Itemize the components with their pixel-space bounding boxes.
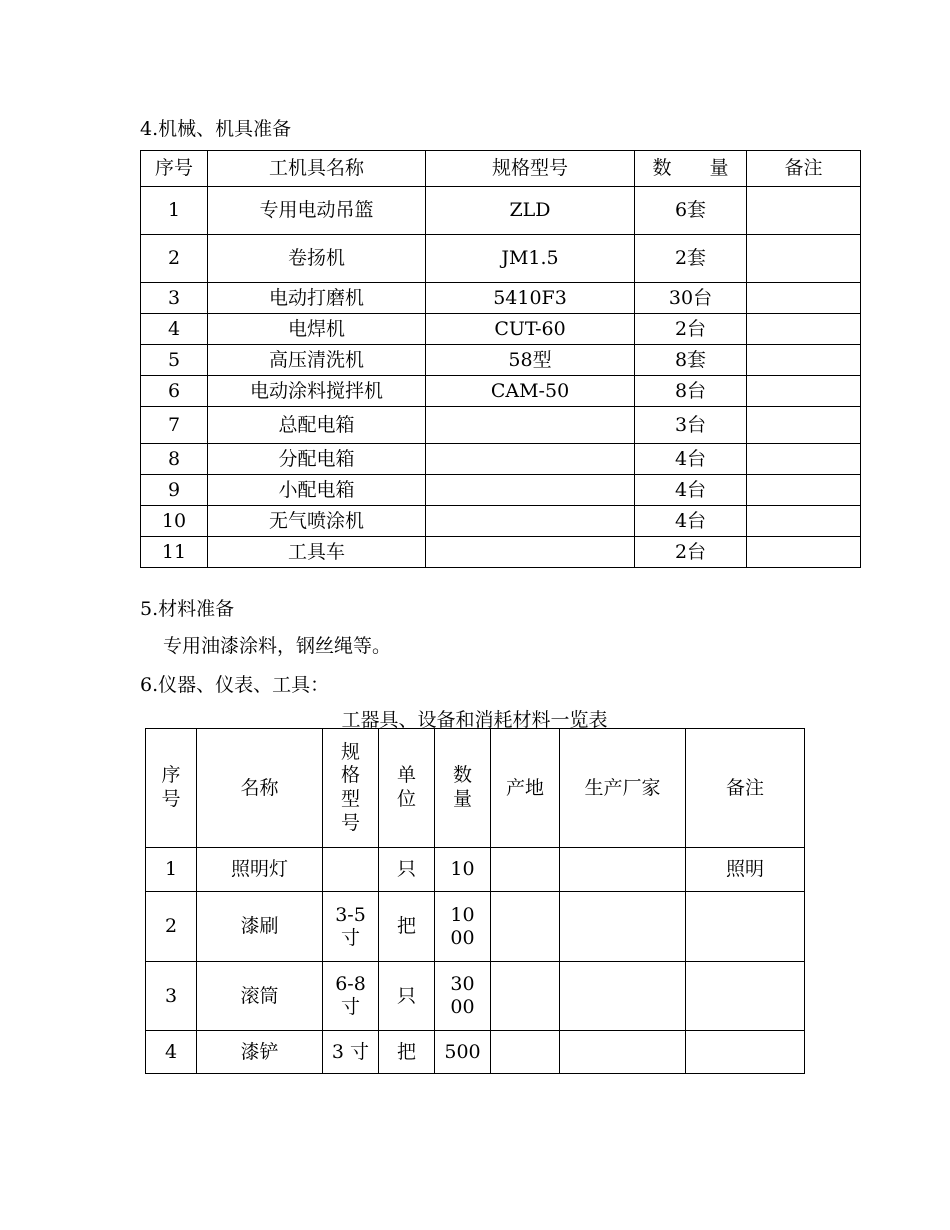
cell: 2台	[635, 314, 747, 345]
cell	[323, 848, 379, 892]
header-cell: 备注	[747, 151, 861, 187]
table-row	[141, 376, 861, 407]
table-row	[141, 537, 861, 568]
cell: 4台	[635, 475, 747, 506]
cell: ZLD	[426, 187, 635, 235]
cell	[323, 962, 379, 1031]
cell: 电动打磨机	[208, 283, 426, 314]
cell: 3台	[635, 407, 747, 444]
cell	[686, 892, 805, 962]
header-text: 序号	[161, 764, 181, 810]
table-row	[141, 475, 861, 506]
cell: 电动涂料搅拌机	[208, 376, 426, 407]
cell	[426, 475, 635, 506]
header-cell: 生产厂家	[560, 729, 686, 848]
cell	[747, 506, 861, 537]
cell: 3	[141, 283, 208, 314]
table-caption: 工器具、设备和消耗材料一览表	[341, 709, 608, 731]
cell: 照明灯	[197, 848, 323, 892]
cell: 4	[146, 1031, 197, 1074]
table-row	[146, 892, 805, 962]
table-row	[146, 848, 805, 892]
cell	[747, 283, 861, 314]
machinery-table	[140, 150, 861, 568]
cell: CAM-50	[426, 376, 635, 407]
header-cell: 序号	[141, 151, 208, 187]
cell: 把	[379, 1031, 435, 1074]
cell: 专用电动吊篮	[208, 187, 426, 235]
cell: 11	[141, 537, 208, 568]
cell	[491, 1031, 560, 1074]
header-cell	[435, 729, 491, 848]
tools-table	[145, 728, 805, 1074]
section-6-title: 6.仪器、仪表、工具：	[140, 674, 330, 696]
table-row	[146, 962, 805, 1031]
cell: 30台	[635, 283, 747, 314]
cell	[491, 848, 560, 892]
header-cell: 数 量	[635, 151, 747, 187]
table-row	[146, 1031, 805, 1074]
header-text: 规格型号	[341, 740, 361, 834]
table-header-row	[141, 151, 861, 187]
cell: 漆铲	[197, 1031, 323, 1074]
cell: 5410F3	[426, 283, 635, 314]
section-5-title: 5.材料准备	[140, 598, 235, 620]
cell: 照明	[686, 848, 805, 892]
table-row	[141, 235, 861, 283]
header-cell	[323, 729, 379, 848]
header-text: 单位	[397, 764, 417, 810]
cell	[491, 962, 560, 1031]
table-row	[141, 187, 861, 235]
cell: 58型	[426, 345, 635, 376]
cell	[686, 1031, 805, 1074]
cell: 漆刷	[197, 892, 323, 962]
cell: 10	[435, 848, 491, 892]
cell	[435, 962, 491, 1031]
cell: 滚筒	[197, 962, 323, 1031]
cell: 10	[141, 506, 208, 537]
cell: 卷扬机	[208, 235, 426, 283]
cell-text: 6-8寸	[335, 973, 366, 1018]
cell: 分配电箱	[208, 444, 426, 475]
cell-text: 3000	[450, 973, 475, 1018]
cell: 总配电箱	[208, 407, 426, 444]
cell: 8台	[635, 376, 747, 407]
header-cell: 工机具名称	[208, 151, 426, 187]
cell	[435, 892, 491, 962]
cell: 2	[146, 892, 197, 962]
cell: 3	[146, 962, 197, 1031]
cell	[747, 475, 861, 506]
cell	[686, 962, 805, 1031]
table-row	[141, 345, 861, 376]
header-cell	[379, 729, 435, 848]
cell: 只	[379, 962, 435, 1031]
cell	[491, 892, 560, 962]
cell: 电焊机	[208, 314, 426, 345]
cell: 工具车	[208, 537, 426, 568]
header-cell: 产地	[491, 729, 560, 848]
cell	[747, 444, 861, 475]
table-row	[141, 407, 861, 444]
cell: 7	[141, 407, 208, 444]
cell	[747, 187, 861, 235]
cell-text: 1000	[450, 903, 475, 949]
section-4-title: 4.机械、机具准备	[140, 118, 292, 140]
table-row	[141, 444, 861, 475]
cell: 1	[141, 187, 208, 235]
header-cell: 名称	[197, 729, 323, 848]
cell: 2台	[635, 537, 747, 568]
table-row	[141, 283, 861, 314]
cell: 4	[141, 314, 208, 345]
cell	[560, 962, 686, 1031]
cell: 高压清洗机	[208, 345, 426, 376]
cell	[426, 407, 635, 444]
header-text: 数量	[453, 764, 473, 810]
cell: 6套	[635, 187, 747, 235]
cell	[747, 235, 861, 283]
table-row	[141, 506, 861, 537]
cell	[560, 892, 686, 962]
cell: 5	[141, 345, 208, 376]
cell: 8	[141, 444, 208, 475]
cell	[747, 407, 861, 444]
cell: 把	[379, 892, 435, 962]
cell: 4台	[635, 444, 747, 475]
cell	[323, 892, 379, 962]
cell	[426, 537, 635, 568]
cell-text: 3-5寸	[335, 903, 366, 949]
cell	[747, 345, 861, 376]
cell: 6	[141, 376, 208, 407]
cell: 4台	[635, 506, 747, 537]
header-cell	[146, 729, 197, 848]
header-cell: 规格型号	[426, 151, 635, 187]
cell: 8套	[635, 345, 747, 376]
cell: 2	[141, 235, 208, 283]
section-5-body: 专用油漆涂料，钢丝绳等。	[163, 635, 392, 657]
table-header-row	[146, 729, 805, 848]
cell: 无气喷涂机	[208, 506, 426, 537]
cell	[747, 376, 861, 407]
cell: 1	[146, 848, 197, 892]
cell	[426, 444, 635, 475]
cell: 只	[379, 848, 435, 892]
cell: 500	[435, 1031, 491, 1074]
header-cell: 备注	[686, 729, 805, 848]
cell: 9	[141, 475, 208, 506]
cell	[426, 506, 635, 537]
cell	[747, 537, 861, 568]
cell: 3 寸	[323, 1031, 379, 1074]
table-row	[141, 314, 861, 345]
cell	[747, 314, 861, 345]
cell	[560, 1031, 686, 1074]
cell: 2套	[635, 235, 747, 283]
cell	[560, 848, 686, 892]
cell: CUT-60	[426, 314, 635, 345]
cell: 小配电箱	[208, 475, 426, 506]
cell: JM1.5	[426, 235, 635, 283]
